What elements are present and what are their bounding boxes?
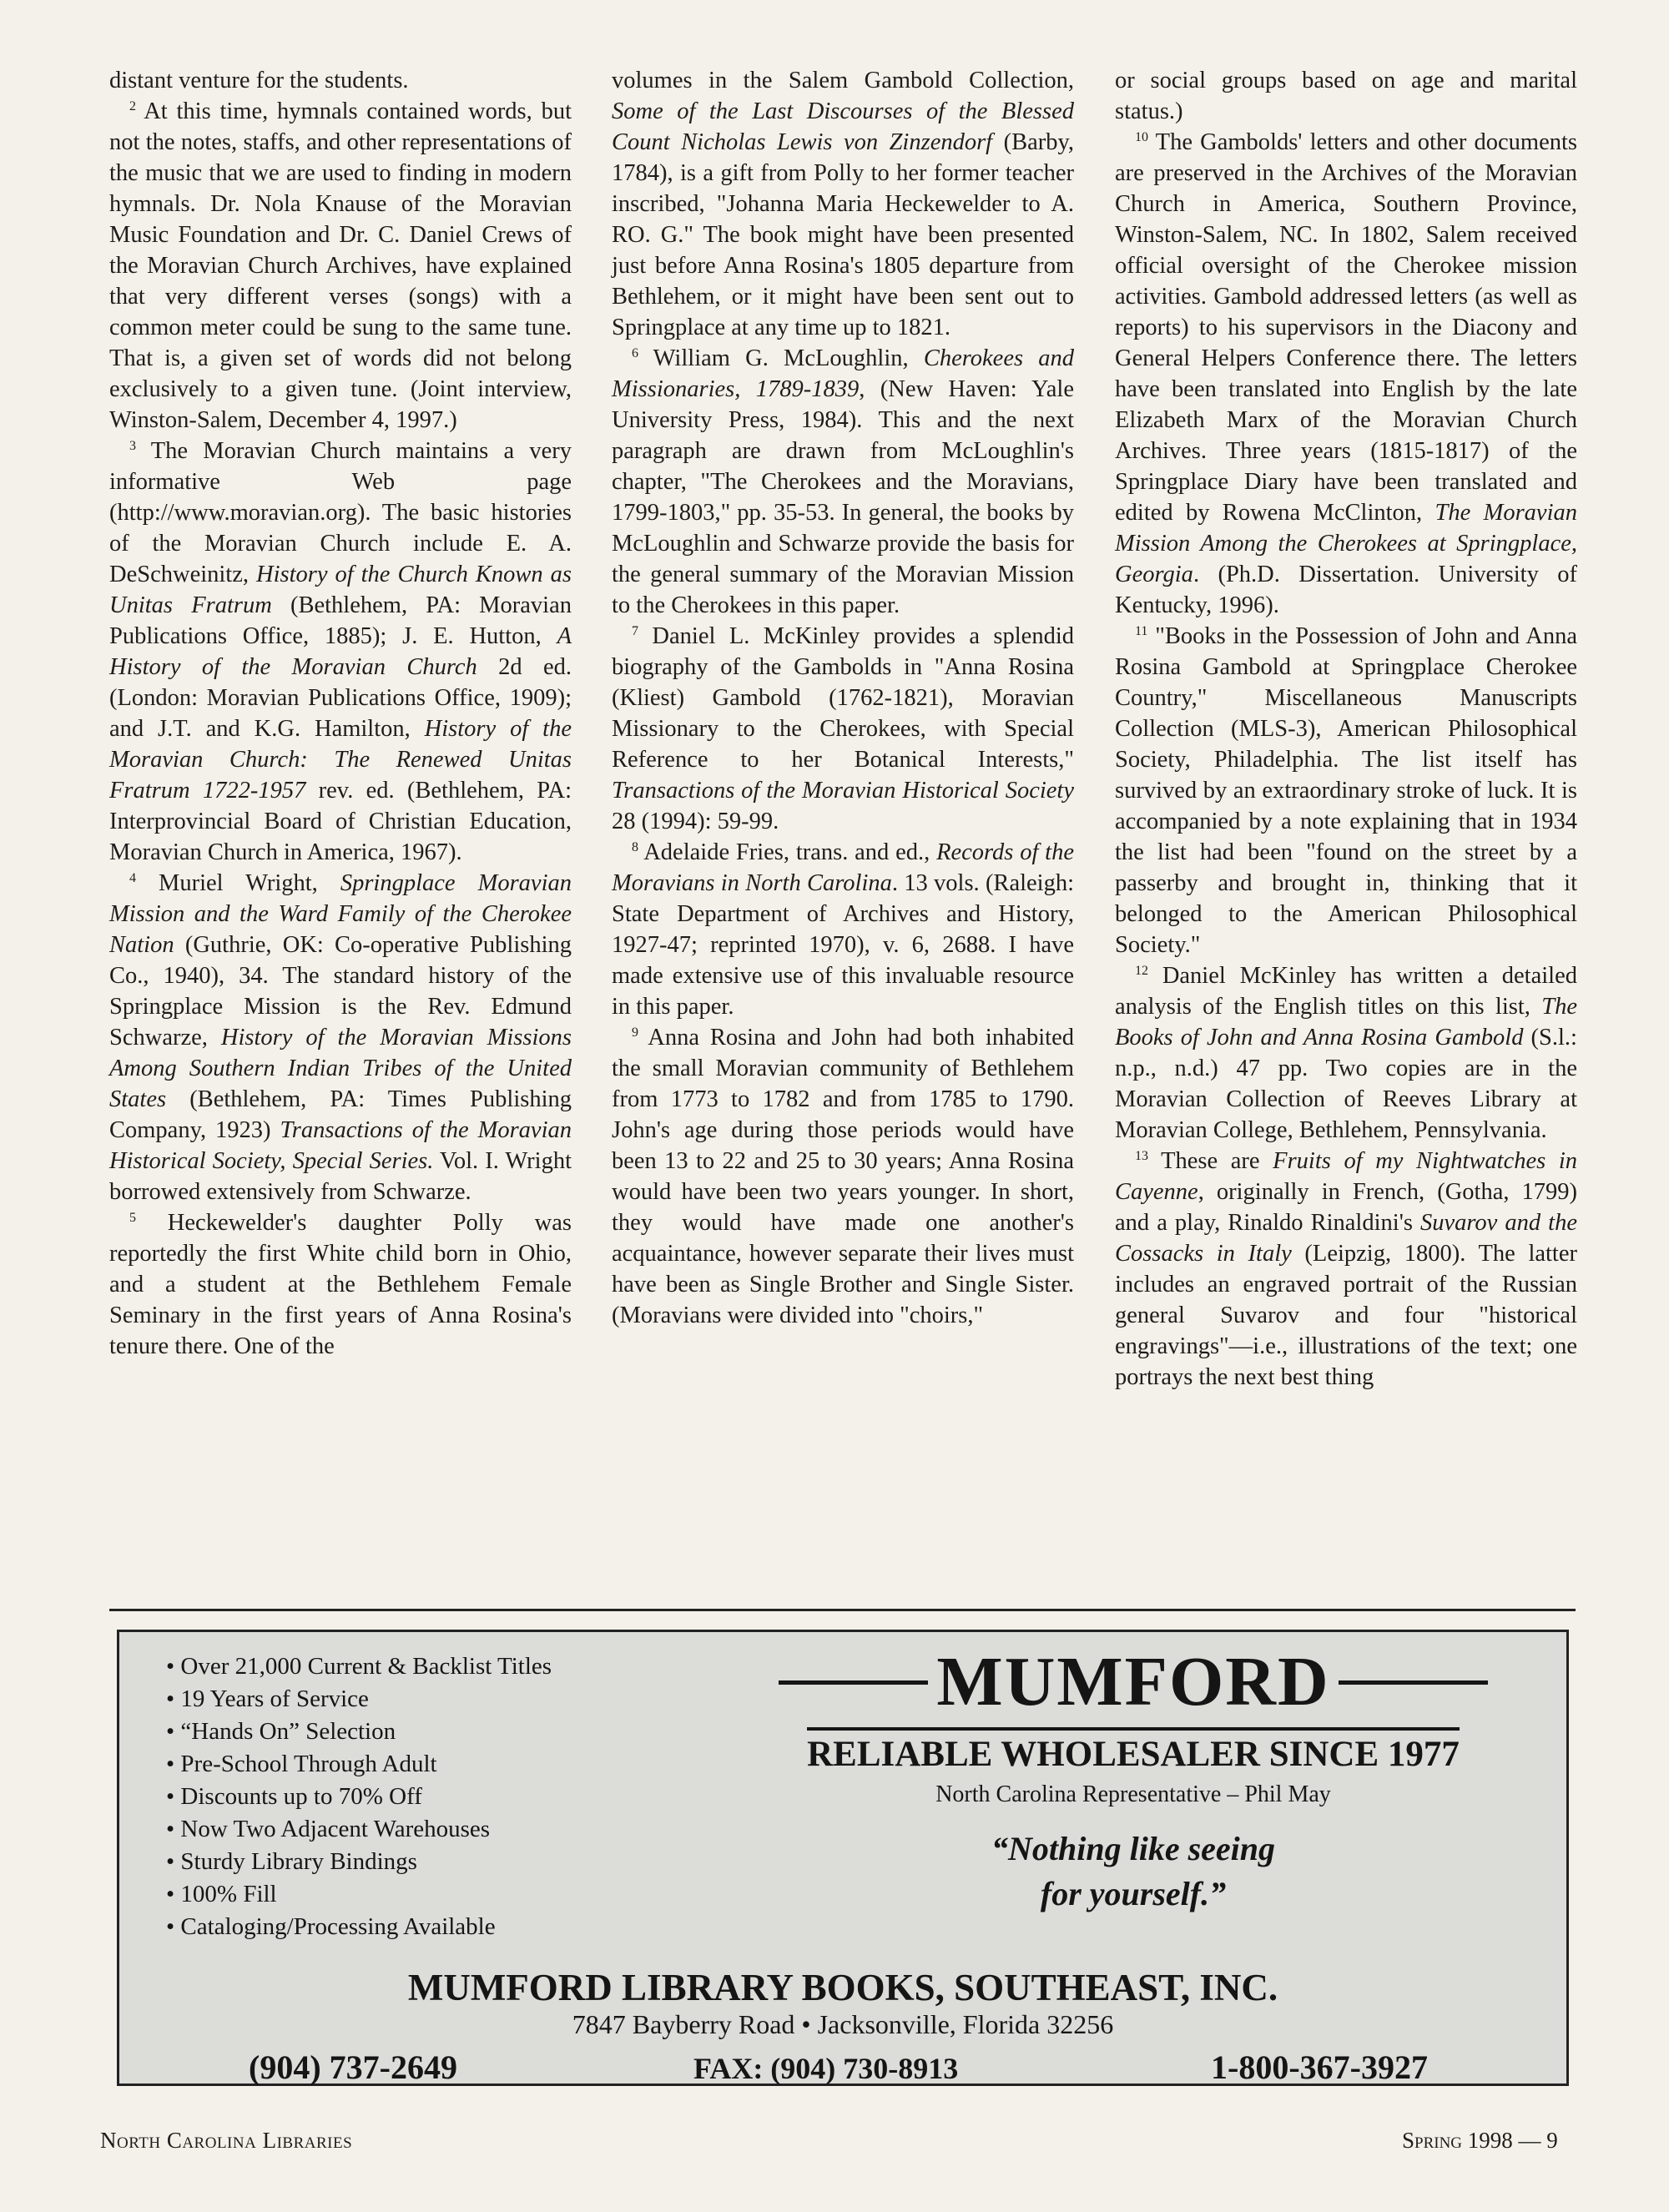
footnote-5: $^5$ Heckewelder's daughter Polly was reportedly the first White child born in Ohio, and a student at the Bethlehem Female Seminary in the first years of Anna Rosina's tenure there. One of the [109,1210,572,1359]
text-column-3 [1115,65,1577,1393]
journal-title: North Carolina Libraries [100,2128,353,2153]
footnote-number: 7 [632,624,638,638]
feature-item: • 100% Fill [166,1878,552,1911]
feature-item: • Over 21,000 Current & Backlist Titles [166,1650,552,1683]
company-address: 7847 Bayberry Road • Jacksonville, Florida 32256 [572,2009,1114,2039]
toll-free-number: 1-800-367-3927 [1211,2048,1428,2086]
footnote-number: 9 [632,1025,638,1040]
brand-row [779,1640,1488,1724]
feature-item: • Discounts up to 70% Off [166,1781,552,1813]
footnote-number: 6 [632,346,638,360]
footnote-number: 11 [1135,624,1148,638]
footnote-11: $^{11}$ "Books in the Possession of John and Anna Rosina Gambold at Springplace Cherokee Country," Miscellaneous Manuscripts Collection (MLS-3), American Philosophical Society, Philadelphia. The list itself has survived by an extraordinary stroke of luck. It is accompanied by a note explaining that in 1934 the list had been "found on the street by a passerby and brought in, thinking that it belonged to the American Philosophical Society." [1115,623,1577,958]
section-divider [109,1609,1576,1611]
footnote-13: $^{13}$ These are Fruits of my Nightwatches in Cayenne, originally in French, (Gotha, 1799) and a play, Rinaldo Rinaldini's Suvarov and the Cossacks in Italy (Leipzig, 1800). The latter includes an engraved portrait of the Russian general Suvarov and four "historical engravings"—i.e., illustrations of the text; one portrays the next best thing [1115,1148,1577,1390]
feature-item: • Pre-School Through Adult [166,1748,552,1781]
feature-item: • Cataloging/Processing Available [166,1911,552,1943]
feature-item: • Now Two Adjacent Warehouses [166,1813,552,1846]
brand-name: MUMFORD [936,1643,1330,1721]
footnote-number: 2 [129,99,136,113]
footnote-number: 3 [129,439,136,453]
footnote-number: 10 [1135,130,1148,144]
footnote-6: $^6$ William G. McLoughlin, Cherokees and Missionaries, 1789-1839, (New Haven: Yale University Press, 1984). This and the next paragraph are drawn from McLoughlin's chapter, "The Cherokees and the Moravians, 1799-1803," pp. 35-53. In general, the books by McLoughlin and Schwarze provide the basis for the general summary of the Moravian Mission to the Cherokees in this paper. [612,345,1075,618]
continued-paragraph: distant venture for the students. [109,68,409,93]
phone-number: (904) 737-2649 [249,2048,457,2086]
footnote-number: 4 [129,871,136,885]
footnote-3: $^3$ The Moravian Church maintains a very informative Web page (http://www.moravian.org). The basic histories of the Moravian Church include E. A. DeSchweinitz, History of the Church Known as Unitas Fratrum (Bethlehem, PA: Moravian Publications Office, 1885); J. E. Hutton, A History of the Moravian Church 2d ed. (London: Moravian Publications Office, 1909); and J.T. and K.G. Hamilton, History of the Moravian Church: The Renewed Unitas Fratrum 1722-1957 rev. ed. (Bethlehem, PA: Interprovincial Board of Christian Education, Moravian Church in America, 1967). [109,438,572,865]
brand-tagline: RELIABLE WHOLESALER SINCE 1977 [807,1727,1460,1775]
footnote-number: 12 [1135,964,1148,978]
feature-item: • “Hands On” Selection [166,1716,552,1748]
mumford-advertisement [117,1630,1569,2086]
slogan-line-1: “Nothing like seeing [991,1830,1276,1867]
footnote-10: $^{10}$ The Gambolds' letters and other documents are preserved in the Archives of the Moravian Church in America, Southern Province, Winston-Salem, NC. In 1802, Salem received official oversight of the Cherokee mission activities. Gambold addressed letters (as well as reports) to his supervisors in the Diacony and General Helpers Conference there. The letters have been translated into English by the late Elizabeth Marx of the Moravian Church Archives. Three years (1815-1817) of the Springplace Diary have been translated and edited by Rowena McClinton, The Moravian Mission Among the Cherokees at Springplace, Georgia. (Ph.D. Dissertation. University of Kentucky, 1996). [1115,129,1578,618]
issue-and-page: Spring 1998 — 9 [1402,2128,1558,2153]
feature-item: • Sturdy Library Bindings [166,1846,552,1878]
footnote-number: 8 [632,840,638,854]
footnote-2: $^2$ At this time, hymnals contained words, but not the notes, staffs, and other representations of the music that we are used to finding in modern hymnals. Dr. Nola Knause of the Moravian Music Foundation and Dr. C. Daniel Crews of the Moravian Church Archives, have explained that very different verses (songs) with a common meter could be sung to the same tune. That is, a given set of words did not belong exclusively to a given tune. (Joint interview, Winston-Salem, December 4, 1997.) [109,98,572,433]
footnote-7: $^7$ Daniel L. McKinley provides a splendid biography of the Gambolds in "Anna Rosina (Kliest) Gambold (1762-1821), Moravian Missionary to the Cherokees, with Special Reference to her Botanical Interests," Transactions of the Moravian Historical Society 28 (1994): 59-99. [612,623,1074,834]
slogan [779,1827,1488,1917]
text-column-1 [109,65,572,1362]
footnote-number: 5 [129,1211,136,1225]
company-name: MUMFORD LIBRARY BOOKS, SOUTHEAST, INC. [407,1967,1278,2008]
representative: North Carolina Representative – Phil May [935,1781,1331,1807]
footnote-number: 13 [1135,1149,1148,1163]
brand-rule-right [1339,1680,1488,1685]
text-column-2 [612,65,1074,1331]
footnote-12: $^{12}$ Daniel McKinley has written a detailed analysis of the English titles on this list, The Books of John and Anna Rosina Gambold (S.l.: n.p., n.d.) 47 pp. Two copies are in the Moravian Collection of Reeves Library at Moravian College, Bethlehem, Pennsylvania. [1115,963,1577,1143]
continued-paragraph: or social groups based on age and marital status.) [1115,68,1577,124]
feature-list [166,1650,552,1943]
brand-block [779,1640,1488,1917]
continued-paragraph: volumes in the Salem Gambold Collection, Some of the Last Discourses of the Blessed Count Nicholas Lewis von Zinzendorf (Barby, 1784), is a gift from Polly to her former teacher inscribed, "Johanna Maria Heckewelder to A. RO. G." The book might have been presented just before Anna Rosina's 1805 departure from Bethlehem, or it might have been sent out to Springplace at any time up to 1821. [612,68,1074,340]
brand-rule-left [779,1680,928,1685]
slogan-line-2: for yourself.” [1040,1875,1227,1912]
footnote-9: $^9$ Anna Rosina and John had both inhabited the small Moravian community of Bethlehem from 1773 to 1782 and from 1785 to 1790. John's age during those periods would have been 13 to 22 and 25 to 30 years; Anna Rosina would have been two years younger. In short, they would have made one another's acquaintance, however separate their lives must have been as Single Brother and Single Sister. (Moravians were divided into "choirs," [612,1025,1074,1328]
fax-number: FAX: (904) 730-8913 [693,2052,959,2085]
footnote-8: $^8$ Adelaide Fries, trans. and ed., Records of the Moravians in North Carolina. 13 vols. (Raleigh: State Department of Archives and History, 1927-47; reprinted 1970), v. 6, 2688. I have made extensive use of this invaluable resource in this paper. [612,839,1074,1020]
feature-item: • 19 Years of Service [166,1683,552,1716]
footnote-4: $^4$ Muriel Wright, Springplace Moravian Mission and the Ward Family of the Cherokee Nation (Guthrie, OK: Co-operative Publishing Co., 1940), 34. The standard history of the Springplace Mission is the Rev. Edmund Schwarze, History of the Moravian Missions Among Southern Indian Tribes of the United States (Bethlehem, PA: Times Publishing Company, 1923) Transactions of the Moravian Historical Society, Special Series. Vol. I. Wright borrowed extensively from Schwarze. [109,870,572,1205]
